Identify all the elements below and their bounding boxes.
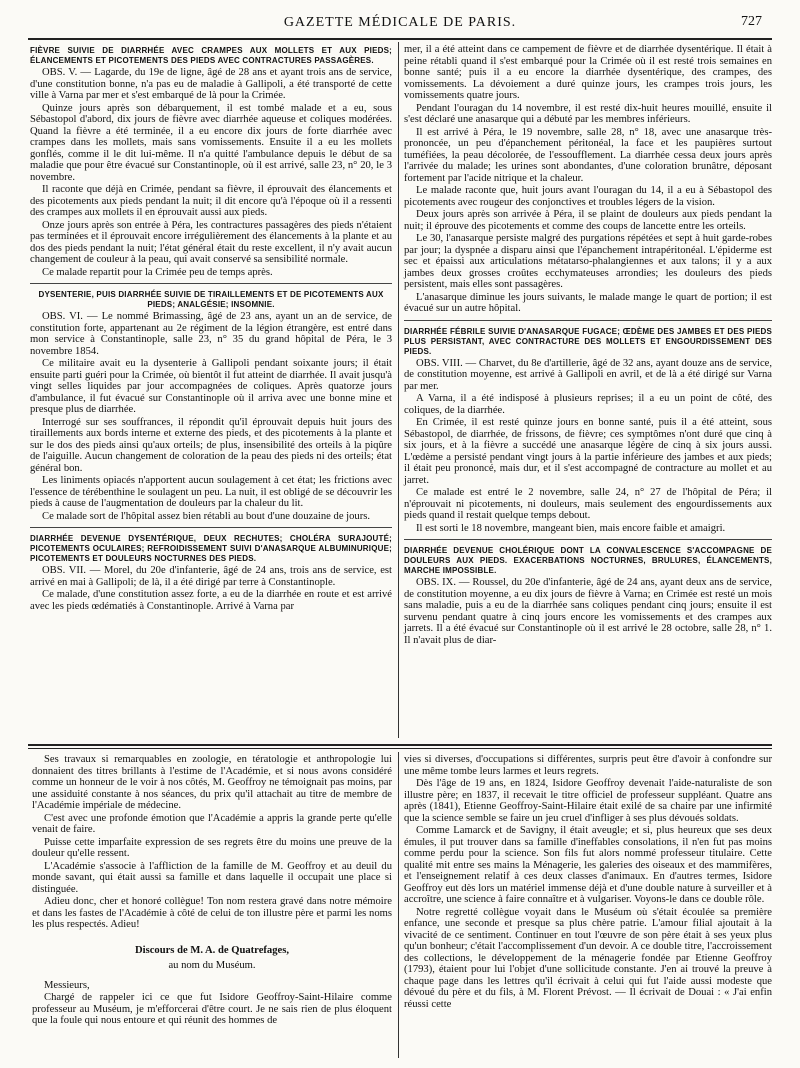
paragraph: Ses travaux si remarquables en zoologie, en tératologie et anthropologie lui donnaient des titres brillants à l'estime de l'Académie, et si nous avons considéré comme un honneur de le voir à nos côtés, M. Geoffroy ne témoignait pas moins, par une assiduité constante à nos séances, du prix qu'il attachait au titre de membre de l'Académie impériale de médecine.	[32, 754, 392, 811]
top-right-column	[404, 44, 772, 647]
section-divider	[30, 527, 392, 528]
section-divider	[30, 283, 392, 284]
paragraph: Adieu donc, cher et honoré collègue! Ton nom restera gravé dans notre mémoire et dans les fastes de l'Académie à côté de celui de ton illustre père et parmi les noms les plus respectés. Adieu!	[32, 896, 392, 930]
section-divider	[404, 320, 772, 321]
paragraph: vies si diverses, d'occupations si différentes, surpris peut être d'avoir à confondre sur une même tombe leurs larmes et leurs regrets.	[404, 754, 772, 777]
observation-6: OBS. VI. — Le nommé Brimassing, âgé de 23 ans, ayant un an de service, de constitution forte, appartenant au 2e régiment de la légion étrangère, est entré dans mon service à Constantinople, salle 23, n° 35 du grand hôpital de Péra, le 3 novembre 1854.	[30, 311, 392, 357]
section-divider	[404, 539, 772, 540]
paragraph: Ce malade repartit pour la Crimée peu de temps après.	[42, 266, 273, 278]
paragraph: Ce malade sort de l'hôpital assez bien rétabli au bout d'une douzaine de jours.	[42, 510, 371, 522]
page-number: 727	[741, 14, 762, 29]
paragraph: Il est sorti le 18 novembre, mangeant bien, mais encore faible et amaigri.	[416, 522, 726, 534]
paragraph: Deux jours après son arrivée à Péra, il se plaint de douleurs aux pieds pendant la nuit; il éprouve des picotements et comme des coups de lancette entre les orteils.	[404, 209, 772, 232]
section-heading: FIÈVRE SUIVIE DE DIARRHÉE AVEC CRAMPES AUX MOLLETS ET AUX PIEDS; ÉLANCEMENTS ET PICOTEMENTS DES PIEDS AVEC CONTRACTURES PASSAGÈRES.	[30, 46, 392, 65]
paragraph: Chargé de rappeler ici ce que fut Isidore Geoffroy-Saint-Hilaire comme professeur au Muséum, je m'efforcerai d'être court. Je ne sais rien de plus éloquent que la foule qui nous entoure et qui réunit des hommes de	[32, 992, 392, 1026]
paragraph: En Crimée, il est resté quinze jours en bonne santé, puis il a été atteint, sous Sébastopol, de diarrhée, de frissons, de fièvre; ces symptômes n'ont duré que cinq à six jours, et à la fièvre a succédé une anasarque légère de cinq à six jours aussi. L'œdème a persisté pendant vingt jours à la partie inférieure des jambes et aux pieds; il était peu prononcé, mais dur, et il s'est accompagné de contracture au mollet et au jarret.	[404, 417, 772, 486]
bottom-left-column	[32, 754, 392, 1028]
discours-title: Discours de M. A. de Quatrefages,	[135, 944, 289, 956]
paragraph: Ce malade, d'une constitution assez forte, a eu de la diarrhée en route et est arrivé avec les pieds œdématiés à Constantinople. Arrivé à Varna par	[30, 589, 392, 612]
paragraph: A Varna, il a été indisposé à plusieurs reprises; il a eu un point de côté, des coliques, de la diarrhée.	[404, 393, 772, 416]
salutation: Messieurs,	[44, 979, 90, 991]
paragraph: Pendant l'ouragan du 14 novembre, il est resté dix-huit heures mouillé, ensuite il s'est déclaré une anasarque qui a débuté par les membres inférieurs.	[404, 102, 772, 125]
paragraph: L'Académie s'associe à l'affliction de la famille de M. Geoffroy et au deuil du monde savant, qui était aussi sa famille et dans laquelle il occupait une place si distinguée.	[32, 860, 392, 895]
observation-7: OBS. VII. — Morel, du 20e d'infanterie, âgé de 24 ans, trois ans de service, est arrivé en mai à Gallipoli; de là, il a été dirigé par terre à Constantinople.	[30, 565, 392, 588]
paragraph: C'est avec une profonde émotion que l'Académie a appris la grande perte qu'elle venait de faire.	[32, 812, 392, 835]
section-heading: DIARRHÉE DEVENUE DYSENTÉRIQUE, DEUX RECHUTES; CHOLÉRA SURAJOUTÉ; PICOTEMENTS OCULAIRES; REFROIDISSEMENT SUIVI D'ANASARQUE ALBUMINURIQUE; PICOTEMENTS ET DOULEURS NOCTURNES DES PIEDS.	[30, 534, 392, 563]
paragraph: Ce militaire avait eu la dysenterie à Gallipoli pendant soixante jours; il était ensuite parti guéri pour la Crimée, où bientôt il fut atteint de diarrhée. Il avait jusqu'à vingt selles liquides par jour accompagnées de coliques. Après quatorze jours d'ambulance, il fut évacué sur Constantinople où il arriva avec une bonne mine et presque plus de diarrhée.	[30, 358, 392, 415]
paragraph: Puisse cette imparfaite expression de ses regrets être du moins une preuve de la douleur qu'elle ressent.	[32, 836, 392, 859]
paragraph: Interrogé sur ses souffrances, il répondit qu'il éprouvait depuis huit jours des tiraillements aux bords interne et externe des pieds, et des picotements à la plante et sur le dos des pieds ainsi qu'aux orteils; de plus, insensibilité des orteils à la piqûre de l'aiguille. Aucun changement de coloration de la peau des pieds ni des orteils; état général bon.	[30, 416, 392, 474]
paragraph: Quinze jours après son débarquement, il est tombé malade et a eu, sous Sébastopol d'abord, dix jours de fièvre avec diarrhée aqueuse et coliques modérées. Quand la fièvre a été terminée, il a eu encore dix jours de forte diarrhée avec crampes dans les mollets, mais sans vomissements. Ensuite il a eu les mollets gonflés, comme il le dit lui-même. Il n'a quitté l'ambulance depuis le début de sa maladie que pour être évacué sur Constantinople, où il est arrivé, salle 23, n° 20, le 3 novembre.	[30, 102, 392, 183]
paragraph: Notre regretté collègue voyait dans le Muséum où s'était écoulée sa première enfance, une seconde et presque sa plus chère patrie. L'amour filial ajoutait à la vivacité de ce sentiment. Continuer en tout l'œuvre de son père était à ses yeux plus qu'un bonheur; c'était l'accomplissement d'un devoir. A ce double titre, l'accroissement des collections, le développement de la ménagerie fondée par Etienne Geoffroy (1793), étaient pour lui l'objet d'une sollicitude constante. J'en ai trouvé la preuve à chaque page dans les lettres qu'il écrivait à celui qui fut l'aide aussi modeste que dévoué du père et du fils, à M. Florent Prévost. — Il écrivait de Douai : « J'ai enfin réussi cette	[404, 906, 772, 1010]
paragraph: Le 30, l'anasarque persiste malgré des purgations répétées et sept à huit garde-robes par jour; la dyspnée a disparu ainsi que l'épanchement intrapéritonéal. L'épiderme est sec et épaissi aux articulations métatarso-phalangiennes et aux talons; il y a aux jambes deux grosses croûtes ecchymateuses arrondies; les douleurs des pieds persistent, mais elles sont passagères.	[404, 233, 772, 290]
feuilleton-rule	[28, 744, 772, 746]
paragraph: Les liniments opiacés n'apportent aucun soulagement à cet état; les frictions avec l'essence de térébenthine le soulagent un peu. La nuit, il est obligé de se découvrir les pieds à cause de l'augmentation de douleurs par la chaleur du lit.	[30, 475, 392, 509]
page-header	[30, 12, 770, 34]
paragraph: Onze jours après son entrée à Péra, les contractures passagères des pieds n'étaient pas terminées et il éprouvait encore irrégulièrement des élancements à la plante et au dos des pieds pendant la nuit; l'état général était du reste excellent, il n'y avait aucun changement de couleur à la peau, qui avait conservé sa sensibilité normale.	[30, 219, 392, 265]
section-heading: DIARRHÉE FÉBRILE SUIVIE D'ANASARQUE FUGACE; ŒDÈME DES JAMBES ET DES PIEDS PLUS PERSISTANT, AVEC CONTRACTURE DES MOLLETS ET ENGOURDISSEMENT DES PIEDS.	[404, 326, 772, 356]
paragraph: Le malade raconte que, huit jours avant l'ouragan du 14, il a eu à Sébastopol des picotements avec rougeur des conjonctives et troubles légers de la vision.	[404, 185, 772, 208]
paragraph: L'anasarque diminue les jours suivants, le malade mange le quart de portion; il est évacué sur un autre hôpital.	[404, 291, 772, 314]
paragraph: Ce malade est entré le 2 novembre, salle 24, n° 27 de l'hôpital de Péra; il n'éprouvait ni picotements, ni douleurs, mais seulement des engourdissements aux pieds quand il restait quelque temps debout.	[404, 487, 772, 521]
feuilleton-rule-thin	[28, 748, 772, 749]
paragraph: Il est arrivé à Péra, le 19 novembre, salle 28, n° 18, avec une anasarque très-prononcée, un peu d'épanchement péritonéal, la face et les paupières surtout tuméfiées, la peau décolorée, de l'essoufflement. La diarrhée cessa deux jours après l'arrivée du malade; les urines sont abondantes, d'une coloration brunâtre, déposant fortement par l'acide nitrique et la chaleur.	[404, 126, 772, 184]
paragraph: Dès l'âge de 19 ans, en 1824, Isidore Geoffroy devenait l'aide-naturaliste de son illustre père; en 1837, il recevait le titre officiel de professeur suppléant. Quatre ans après (1841), Etienne Geoffroy-Saint-Hilaire était exilé de sa chaire par une infirmité que la science semble se faire un jeu cruel d'infliger à ses plus dévoués soldats.	[404, 778, 772, 824]
paragraph: Il raconte que déjà en Crimée, pendant sa fièvre, il éprouvait des élancements et des picotements aux pieds pendant la nuit; il dit encore qu'à l'époque où il a ressenti des crampes aux mollets il en éprouvait aussi aux pieds.	[30, 184, 392, 218]
column-rule	[398, 42, 399, 738]
observation-8: OBS. VIII. — Charvet, du 8e d'artillerie, âgé de 32 ans, ayant douze ans de service, de constitution moyenne, est arrivé à Gallipoli en avril, et de là a été dirigé sur Varna par mer.	[404, 357, 772, 392]
top-left-column	[30, 46, 392, 613]
paragraph: mer, il a été atteint dans ce campement de fièvre et de diarrhée dysentérique. Il était à peine rétabli quand il s'est embarqué pour la Crimée où il est resté trois semaines en bonne santé; puis il a eu encore la diarrhée dysentérique, des crampes, des vomissements. La dévoiement a duré quinze jours, les crampes trois jours, les vomissements quatre jours.	[404, 44, 772, 101]
discours-subtitle: au nom du Muséum.	[168, 960, 256, 971]
observation-5: OBS. V. — Lagarde, du 19e de ligne, âgé de 28 ans et ayant trois ans de service, d'une constitution bonne, n'a pas eu de maladie à Gallipoli, a été transporté de cette ville à Varna par mer et s'est embarqué de là pour la Crimée.	[30, 67, 392, 101]
column-rule	[398, 752, 399, 1058]
header-rule	[28, 38, 772, 40]
paragraph: Comme Lamarck et de Savigny, il était aveugle; et si, plus heureux que ses deux émules, il put trouver dans sa famille d'ineffables consolations, il n'en fut pas moins comme perdu pour la science. Son fils fut alors nommé professeur titulaire. Cette qualité mit entre ses mains la Ménagerie, les galeries des oiseaux et des mammifères, et l'enseignement relatif à ces deux classes d'animaux. En d'autres termes, Isidore Geoffroy eut dès lors un matériel immense déjà et d'une double nature à surveiller et à accroître, une science à faire connaître et à vulgariser. Voyons-le dans ce double rôle.	[404, 825, 772, 905]
section-heading: DIARRHÉE DEVENUE CHOLÉRIQUE DONT LA CONVALESCENCE S'ACCOMPAGNE DE DOULEURS AUX PIEDS. EXACERBATIONS NOCTURNES, BRULURES, ÉLANCEMENTS, MARCHE IMPOSSIBLE.	[404, 546, 772, 575]
section-heading: DYSENTERIE, PUIS DIARRHÉE SUIVIE DE TIRAILLEMENTS ET DE PICOTEMENTS AUX PIEDS; ANALGÉSIE; INSOMNIE.	[38, 290, 384, 309]
journal-title: GAZETTE MÉDICALE DE PARIS.	[283, 15, 517, 30]
observation-9: OBS. IX. — Roussel, du 20e d'infanterie, âgé de 24 ans, ayant deux ans de service, de constitution moyenne, a eu dix jours de fièvre à Varna; en Crimée est resté un mois sans maladie, puis a eu de la diarrhée sans coliques pendant cinq jours; ensuite il est survenu pendant quatre à cinq jours encore les vomissements et des crampes aux jarrets. Il a été évacué sur Constantinople où il est arrivé le 28 octobre, salle 28, n° 1. Il n'avait plus de diar-	[404, 577, 772, 646]
bottom-right-column	[404, 754, 772, 1011]
